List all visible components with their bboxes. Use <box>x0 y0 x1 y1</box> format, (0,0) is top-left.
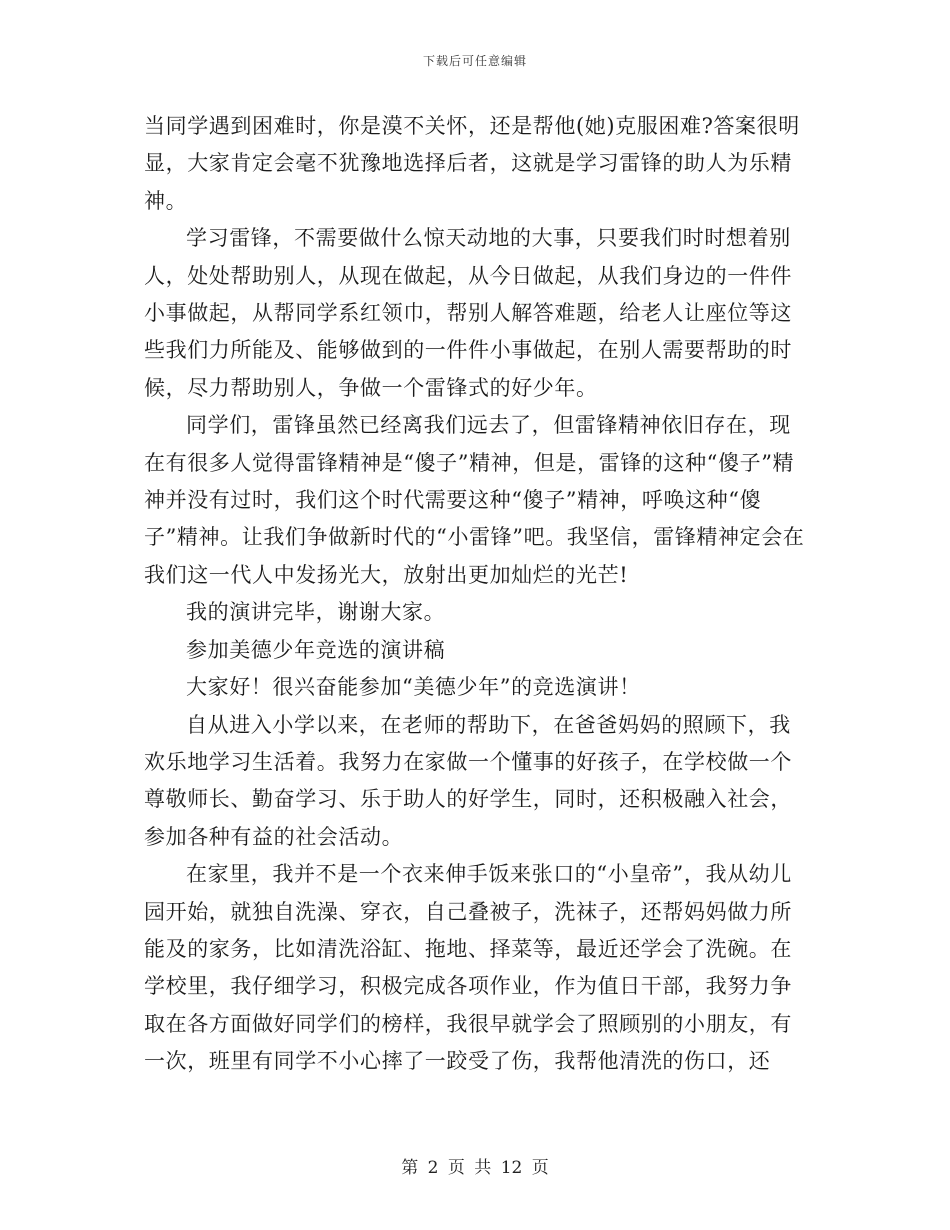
document-body <box>144 108 810 1081</box>
paragraph-5: 自从进入小学以来，在老师的帮助下，在爸爸妈妈的照顾下，我欢乐地学习生活着。我努力在家做一个懂事的好孩子，在学校做一个尊敬师长、勤奋学习、乐于助人的好学生，同时，还积极融入社会，参加各种有益的社会活动。 <box>144 712 792 849</box>
paragraph-2: 学习雷锋，不需要做什么惊天动地的大事，只要我们时时想着别人，处处帮助别人，从现在做起，从今日做起，从我们身边的一件件小事做起，从帮同学系红领巾，帮别人解答难题，给老人让座位等这些我们力所能及、能够做到的一件件小事做起，在别人需要帮助的时候，尽力帮助别人，争做一个雷锋式的好少年。 <box>144 226 792 400</box>
paragraph-4: 我的演讲完毕，谢谢大家。 <box>186 600 446 625</box>
paragraph-greeting: 大家好！很兴奋能参加“美德少年”的竞选演讲！ <box>186 675 641 700</box>
paragraph-6: 在家里，我并不是一个衣来伸手饭来张口的“小皇帝”，我从幼儿园开始，就独自洗澡、穿衣，自己叠被子，洗袜子，还帮妈妈做力所能及的家务，比如清洗浴缸、拖地、择菜等，最近还学会了洗碗。在学校里，我仔细学习，积极完成各项作业，作为值日干部，我努力争取在各方面做好同学们的榜样，我很早就学会了照顾别的小朋友，有一次，班里有同学不小心摔了一跤受了伤，我帮他清洗的伤口，还 <box>144 862 792 1074</box>
paragraph-3: 同学们，雷锋虽然已经离我们远去了，但雷锋精神依旧存在，现在有很多人觉得雷锋精神是“傻子”精神，但是，雷锋的这种“傻子”精神并没有过时，我们这个时代需要这种“傻子”精神，呼唤这种“傻子”精神。让我们争做新时代的“小雷锋”吧。我坚信，雷锋精神定会在我们这一代人中发扬光大，放射出更加灿烂的光芒! <box>144 413 805 587</box>
page-header: 下载后可任意编辑 <box>422 54 527 68</box>
section-title: 参加美德少年竞选的演讲稿 <box>186 637 446 662</box>
paragraph-1: 当同学遇到困难时，你是漠不关怀，还是帮他(她)克服困难?答案很明显，大家肯定会毫不犹豫地选择后者，这就是学习雷锋的助人为乐精神。 <box>144 114 800 213</box>
page-number-footer: 第 2 页 共 12 页 <box>401 1158 549 1178</box>
